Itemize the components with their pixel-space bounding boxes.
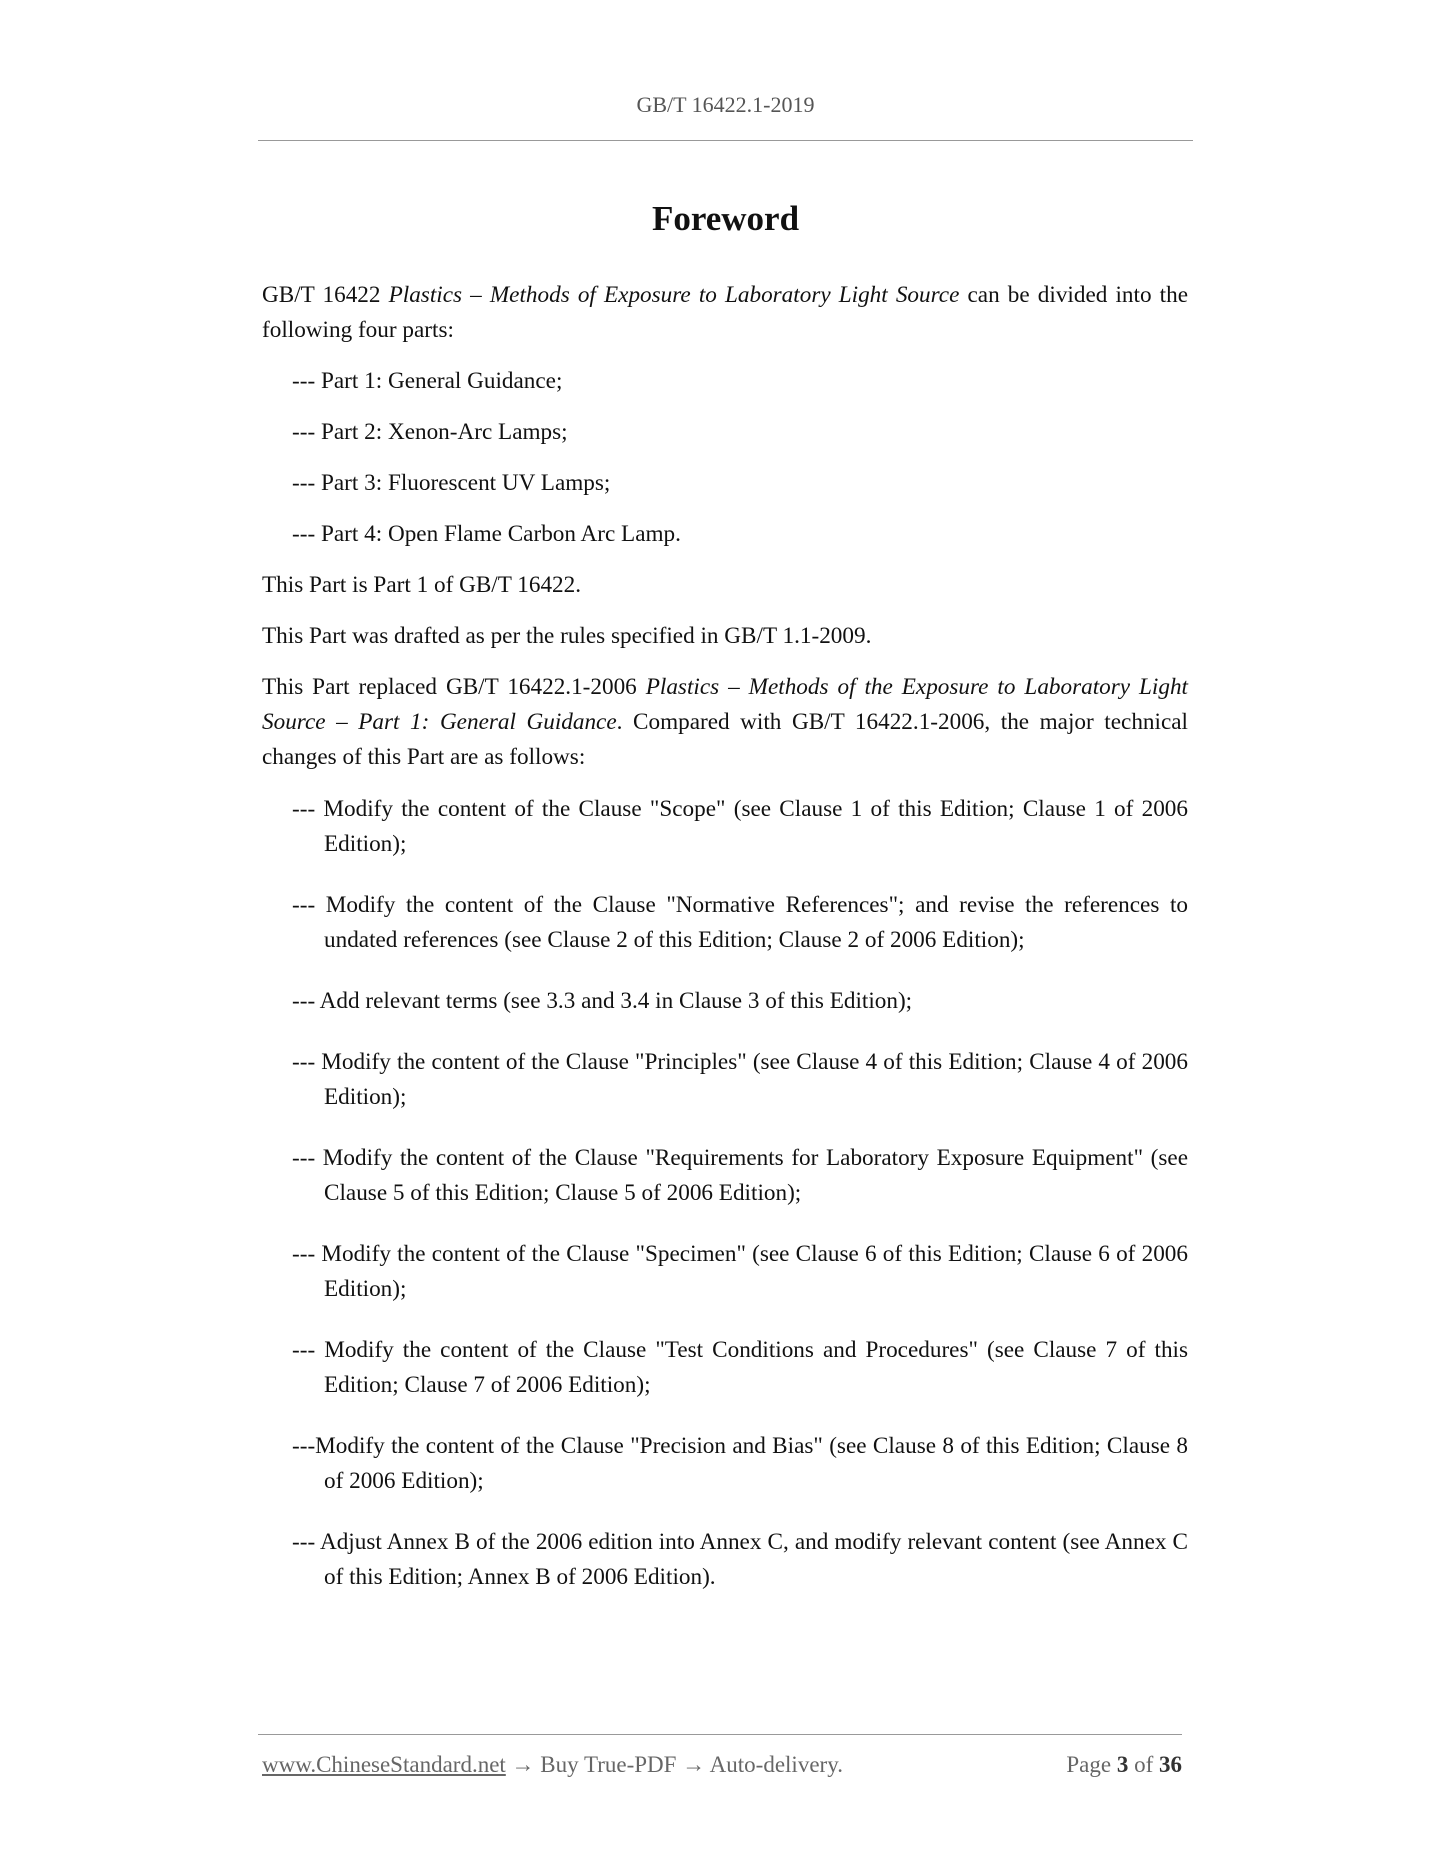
intro-paragraph: GB/T 16422 Plastics – Methods of Exposure to Laboratory Light Source can be divided into the following four parts: (262, 282, 1188, 343)
drafting-rules-paragraph: This Part was drafted as per the rules specified in GB/T 1.1-2009. (262, 623, 872, 649)
header-divider (258, 140, 1193, 141)
list-item-part: --- Part 2: Xenon-Arc Lamps; (292, 419, 568, 445)
list-item-change: --- Modify the content of the Clause "Principles" (see Clause 4 of this Edition; Clause 4 of 2006 Edition); (292, 1049, 1188, 1110)
document-header (258, 92, 1193, 118)
arrow-right-icon: → (682, 1752, 706, 1777)
list-item-change: --- Modify the content of the Clause "Requirements for Laboratory Exposure Equipment" (see Clause 5 of this Edition; Clause 5 of 2006 Edition); (292, 1145, 1188, 1206)
current-page: 3 (1116, 1752, 1129, 1777)
list-item-change: --- Adjust Annex B of the 2006 edition into Annex C, and modify relevant content (see Annex C of this Edition; Annex B of 2006 Edition). (292, 1529, 1188, 1590)
document-id: GB/T 16422.1-2019 (636, 92, 815, 117)
auto-delivery-text: Auto-delivery. (709, 1752, 843, 1777)
list-item-part: --- Part 1: General Guidance; (292, 368, 563, 394)
page-number: Page 3 of 36 (1066, 1752, 1182, 1777)
list-item-change: --- Modify the content of the Clause "Scope" (see Clause 1 of this Edition; Clause 1 of 2006 Edition); (292, 796, 1188, 857)
list-item-part: --- Part 4: Open Flame Carbon Arc Lamp. (292, 521, 681, 547)
replaced-paragraph: This Part replaced GB/T 16422.1-2006 Plastics – Methods of the Exposure to Laboratory Light Source – Part 1: General Guidance. Compared with GB/T 16422.1-2006, the major technical changes of this Part are as follows: (262, 674, 1188, 770)
list-item-change: --- Add relevant terms (see 3.3 and 3.4 in Clause 3 of this Edition); (292, 988, 913, 1014)
buy-pdf-text: Buy True-PDF (540, 1752, 677, 1777)
total-pages: 36 (1159, 1752, 1182, 1777)
site-link[interactable]: www.ChineseStandard.net (262, 1752, 506, 1777)
list-item-change: --- Modify the content of the Clause "Specimen" (see Clause 6 of this Edition; Clause 6 of 2006 Edition); (292, 1241, 1188, 1302)
list-item-part: --- Part 3: Fluorescent UV Lamps; (292, 470, 611, 496)
list-item-change: ---Modify the content of the Clause "Precision and Bias" (see Clause 8 of this Edition; Clause 8 of 2006 Edition); (292, 1433, 1188, 1494)
list-item-change: --- Modify the content of the Clause "Test Conditions and Procedures" (see Clause 7 of this Edition; Clause 7 of 2006 Edition); (292, 1337, 1188, 1398)
footer-divider (258, 1734, 1182, 1735)
document-body (262, 278, 1188, 1595)
arrow-right-icon: → (511, 1752, 535, 1777)
part-one-paragraph: This Part is Part 1 of GB/T 16422. (262, 572, 582, 598)
list-item-change: --- Modify the content of the Clause "Normative References"; and revise the references to undated references (see Clause 2 of this Edition; Clause 2 of 2006 Edition); (292, 892, 1188, 953)
document-footer (262, 1752, 1182, 1778)
page-title: Foreword (651, 199, 800, 238)
